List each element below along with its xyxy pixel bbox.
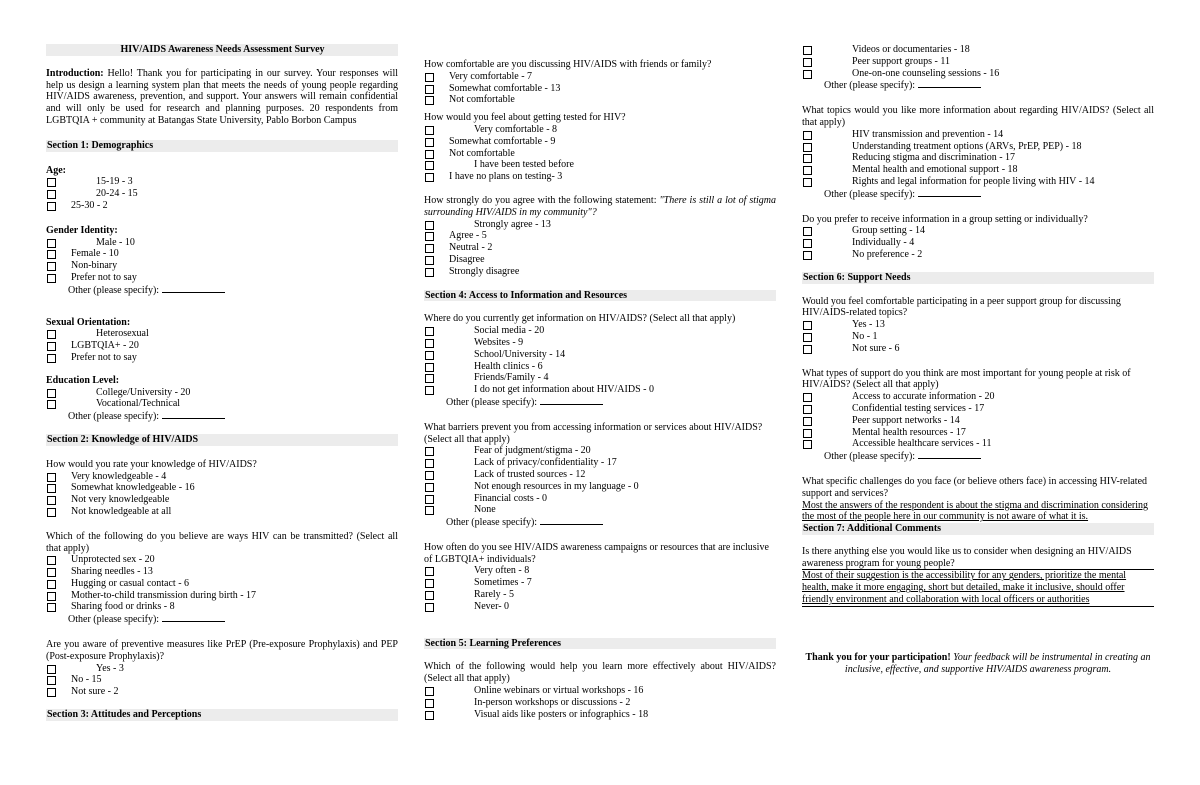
column-3 <box>802 44 1154 675</box>
setting-option[interactable]: Group setting - 14 <box>802 225 1154 237</box>
learning-option[interactable]: Videos or documentaries - 18 <box>802 44 1154 56</box>
barrier-option[interactable]: None <box>424 504 776 516</box>
barriers-question: What barriers prevent you from accessing information or services about HIV/AIDS? (Select all that apply) <box>424 421 763 445</box>
other-label: Other (please specify): <box>446 517 538 529</box>
stigma-statement: "There is still a lot of stigma surrounding HIV/AIDS in my community"? <box>424 194 776 218</box>
agreement-option[interactable]: Disagree <box>424 254 776 266</box>
other-input-line[interactable] <box>918 188 981 197</box>
comfort-option[interactable]: Not comfortable <box>424 94 776 106</box>
gender-option[interactable]: Female - 10 <box>46 248 398 260</box>
prep-option[interactable]: No - 15 <box>46 674 398 686</box>
transmission-option[interactable]: Mother-to-child transmission during birth - 17 <box>46 590 398 602</box>
testing-option[interactable]: Very comfortable - 8 <box>424 124 776 136</box>
setting-option[interactable]: No preference - 2 <box>802 249 1154 261</box>
other-label: Other (please specify): <box>824 451 916 463</box>
testing-option[interactable]: Somewhat comfortable - 9 <box>424 136 776 148</box>
barrier-option[interactable]: Lack of privacy/confidentiality - 17 <box>424 457 776 469</box>
prep-option[interactable]: Yes - 3 <box>46 663 398 675</box>
section-1-heading: Section 1: Demographics <box>46 140 398 152</box>
gender-option[interactable]: Non-binary <box>46 260 398 272</box>
intro-text: Hello! Thank you for participating in our survey. Your responses will help us design a learning system plan that meets the needs of young people regarding HIV/AIDS awareness, prevention, and support. Your answers will remain confidential and will only be used for research and planning purposes. 20 respondents from LGBTQIA + community at Batangas State University, Pablo Borbon Campus <box>46 67 398 126</box>
comfort-option[interactable]: Very comfortable - 7 <box>424 71 776 83</box>
barrier-option[interactable]: Not enough resources in my language - 0 <box>424 481 776 493</box>
knowledge-option[interactable]: Not very knowledgeable <box>46 494 398 506</box>
info-source-option[interactable]: Friends/Family - 4 <box>424 372 776 384</box>
gender-option[interactable]: Prefer not to say <box>46 272 398 284</box>
orientation-option[interactable]: LGBTQIA+ - 20 <box>46 340 398 352</box>
testing-option[interactable]: I have no plans on testing- 3 <box>424 171 776 183</box>
other-specify <box>802 79 1154 92</box>
section-7-heading: Section 7: Additional Comments <box>802 523 1154 535</box>
transmission-question: Which of the following do you believe are ways HIV can be transmitted? (Select all that apply) <box>46 530 398 554</box>
topic-option[interactable]: Understanding treatment options (ARVs, PrEP, PEP) - 18 <box>802 141 1154 153</box>
support-option[interactable]: Confidential testing services - 17 <box>802 403 1154 415</box>
other-specify <box>802 450 1154 463</box>
section-2-heading: Section 2: Knowledge of HIV/AIDS <box>46 434 398 446</box>
comfort-option[interactable]: Somewhat comfortable - 13 <box>424 83 776 95</box>
other-input-line[interactable] <box>918 79 981 88</box>
frequency-option[interactable]: Never- 0 <box>424 601 776 613</box>
setting-question: Do you prefer to receive information in a group setting or individually? <box>802 213 1088 225</box>
learning-option[interactable]: Peer support groups - 11 <box>802 56 1154 68</box>
agreement-option[interactable]: Neutral - 2 <box>424 242 776 254</box>
education-label: Education Level: <box>46 374 120 386</box>
comments-question: Is there anything else you would like us to consider when designing an HIV/AIDS awareness program for young people? <box>802 545 1132 569</box>
info-source-option[interactable]: Websites - 9 <box>424 337 776 349</box>
agreement-option[interactable]: Strongly agree - 13 <box>424 219 776 231</box>
learning-option[interactable]: Online webinars or virtual workshops - 16 <box>424 685 776 697</box>
learning-method-question: Which of the following would help you learn more effectively about HIV/AIDS? (Select all that apply) <box>424 661 776 685</box>
peer-group-option[interactable]: Yes - 13 <box>802 319 1154 331</box>
topic-option[interactable]: HIV transmission and prevention - 14 <box>802 129 1154 141</box>
other-label: Other (please specify): <box>824 80 916 92</box>
info-source-option[interactable]: I do not get information about HIV/AIDS - 0 <box>424 384 776 396</box>
introduction <box>46 68 398 127</box>
prep-option[interactable]: Not sure - 2 <box>46 686 398 698</box>
intro-label: Introduction: <box>46 67 104 79</box>
orientation-option[interactable]: Prefer not to say <box>46 352 398 364</box>
other-specify <box>802 188 1154 201</box>
topic-option[interactable]: Reducing stigma and discrimination - 17 <box>802 152 1154 164</box>
other-input-line[interactable] <box>162 613 225 622</box>
peer-group-question: Would you feel comfortable participating in a peer support group for discussing HIV/AIDS-related topics? <box>802 295 1121 319</box>
section-4-heading: Section 4: Access to Information and Resources <box>424 290 776 302</box>
other-input-line[interactable] <box>162 284 225 293</box>
other-input-line[interactable] <box>918 450 981 459</box>
age-option[interactable]: 15-19 - 3 <box>46 176 398 188</box>
section-6-heading: Section 6: Support Needs <box>802 272 1154 284</box>
frequency-option[interactable]: Rarely - 5 <box>424 589 776 601</box>
setting-option[interactable]: Individually - 4 <box>802 237 1154 249</box>
campaign-frequency-question: How often do you see HIV/AIDS awareness campaigns or resources that are inclusive of LGBTQIA+ individuals? <box>424 541 769 565</box>
other-label: Other (please specify): <box>446 396 538 408</box>
age-option[interactable]: 20-24 - 15 <box>46 188 398 200</box>
topic-option[interactable]: Mental health and emotional support - 18 <box>802 164 1154 176</box>
other-input-line[interactable] <box>540 516 603 525</box>
other-label: Other (please specify): <box>68 614 160 626</box>
gender-option[interactable]: Male - 10 <box>46 237 398 249</box>
barrier-option[interactable]: Lack of trusted sources - 12 <box>424 469 776 481</box>
frequency-option[interactable]: Very often - 8 <box>424 565 776 577</box>
testing-option[interactable]: I have been tested before <box>424 159 776 171</box>
section-3-heading: Section 3: Attitudes and Perceptions <box>46 709 398 721</box>
stigma-question <box>424 195 776 219</box>
learning-option[interactable]: In-person workshops or discussions - 2 <box>424 697 776 709</box>
other-specify <box>424 396 776 409</box>
support-option[interactable]: Mental health resources - 17 <box>802 427 1154 439</box>
orientation-label: Sexual Orientation: <box>46 316 131 328</box>
learning-option[interactable]: Visual aids like posters or infographics - 18 <box>424 709 776 721</box>
orientation-option[interactable]: Heterosexual <box>46 328 398 340</box>
info-source-option[interactable]: School/University - 14 <box>424 349 776 361</box>
support-option[interactable]: Accessible healthcare services - 11 <box>802 438 1154 450</box>
section-5-heading: Section 5: Learning Preferences <box>424 638 776 650</box>
other-label: Other (please specify): <box>824 188 916 200</box>
barrier-option[interactable]: Fear of judgment/stigma - 20 <box>424 445 776 457</box>
barrier-option[interactable]: Financial costs - 0 <box>424 493 776 505</box>
age-label: Age: <box>46 164 66 176</box>
comments-answer: Most of their suggestion is the accessibility for any genders, prioritize the mental health, make it more engaging, short but detailed, make it inclusive, should offer friendly environment and collaboration with local officers or authorities <box>802 569 1154 606</box>
other-specify <box>46 284 398 297</box>
thanks-italic: Your feedback will be instrumental in creating an inclusive, effective, and supportive HIV/AIDS awareness program. <box>844 651 1151 675</box>
transmission-option[interactable]: Hugging or casual contact - 6 <box>46 578 398 590</box>
topic-option[interactable]: Rights and legal information for people living with HIV - 14 <box>802 176 1154 188</box>
info-source-question: Where do you currently get information on HIV/AIDS? (Select all that apply) <box>424 313 736 325</box>
frequency-option[interactable]: Sometimes - 7 <box>424 577 776 589</box>
other-label: Other (please specify): <box>68 284 160 296</box>
challenges-question: What specific challenges do you face (or believe others face) in accessing HIV-related support and services? <box>802 475 1148 499</box>
support-option[interactable]: Access to accurate information - 20 <box>802 391 1154 403</box>
other-specify <box>424 516 776 529</box>
testing-option[interactable]: Not comfortable <box>424 148 776 160</box>
thanks-bold: Thank you for your participation! <box>805 651 951 663</box>
other-specify <box>46 613 398 626</box>
info-source-option[interactable]: Social media - 20 <box>424 325 776 337</box>
testing-question: How would you feel about getting tested for HIV? <box>424 112 626 124</box>
gender-label: Gender Identity: <box>46 224 118 236</box>
other-input-line[interactable] <box>162 410 225 419</box>
learning-option[interactable]: One-on-one counseling sessions - 16 <box>802 68 1154 80</box>
other-specify <box>46 410 398 423</box>
agreement-option[interactable]: Agree - 5 <box>424 230 776 242</box>
column-2 <box>424 44 776 720</box>
transmission-option[interactable]: Sharing food or drinks - 8 <box>46 601 398 613</box>
knowledge-option[interactable]: Not knowledgeable at all <box>46 506 398 518</box>
support-type-question: What types of support do you think are most important for young people at risk of HIV/AIDS? (Select all that apply) <box>802 367 1131 391</box>
survey-title: HIV/AIDS Awareness Needs Assessment Survey <box>46 44 398 56</box>
prep-awareness-question: Are you aware of preventive measures like PrEP (Pre-exposure Prophylaxis) and PEP (Post-exposure Prophylaxis)? <box>46 639 398 662</box>
challenges-answer: Most the answers of the respondent is about the stigma and discrimination considering the most of the people here in our community is not aware of what it is. <box>802 499 1149 523</box>
knowledge-option[interactable]: Somewhat knowledgeable - 16 <box>46 482 398 494</box>
knowledge-question: How would you rate your knowledge of HIV/AIDS? <box>46 458 257 470</box>
age-option[interactable]: 25-30 - 2 <box>46 200 398 212</box>
stigma-question-prefix: How strongly do you agree with the following statement: <box>424 194 657 206</box>
thank-you-note <box>802 652 1154 676</box>
support-option[interactable]: Peer support networks - 14 <box>802 415 1154 427</box>
transmission-option[interactable]: Sharing needles - 13 <box>46 566 398 578</box>
info-source-option[interactable]: Health clinics - 6 <box>424 361 776 373</box>
education-option[interactable]: College/University - 20 <box>46 387 398 399</box>
column-1 <box>46 44 398 721</box>
education-option[interactable]: Vocational/Technical <box>46 398 398 410</box>
peer-group-option[interactable]: Not sure - 6 <box>802 343 1154 355</box>
topics-question: What topics would you like more information about regarding HIV/AIDS? (Select all that apply) <box>802 105 1154 128</box>
other-input-line[interactable] <box>540 396 603 405</box>
agreement-option[interactable]: Strongly disagree <box>424 266 776 278</box>
comfort-question: How comfortable are you discussing HIV/AIDS with friends or family? <box>424 59 712 70</box>
peer-group-option[interactable]: No - 1 <box>802 331 1154 343</box>
knowledge-option[interactable]: Very knowledgeable - 4 <box>46 471 398 483</box>
transmission-option[interactable]: Unprotected sex - 20 <box>46 554 398 566</box>
other-label: Other (please specify): <box>68 411 160 423</box>
